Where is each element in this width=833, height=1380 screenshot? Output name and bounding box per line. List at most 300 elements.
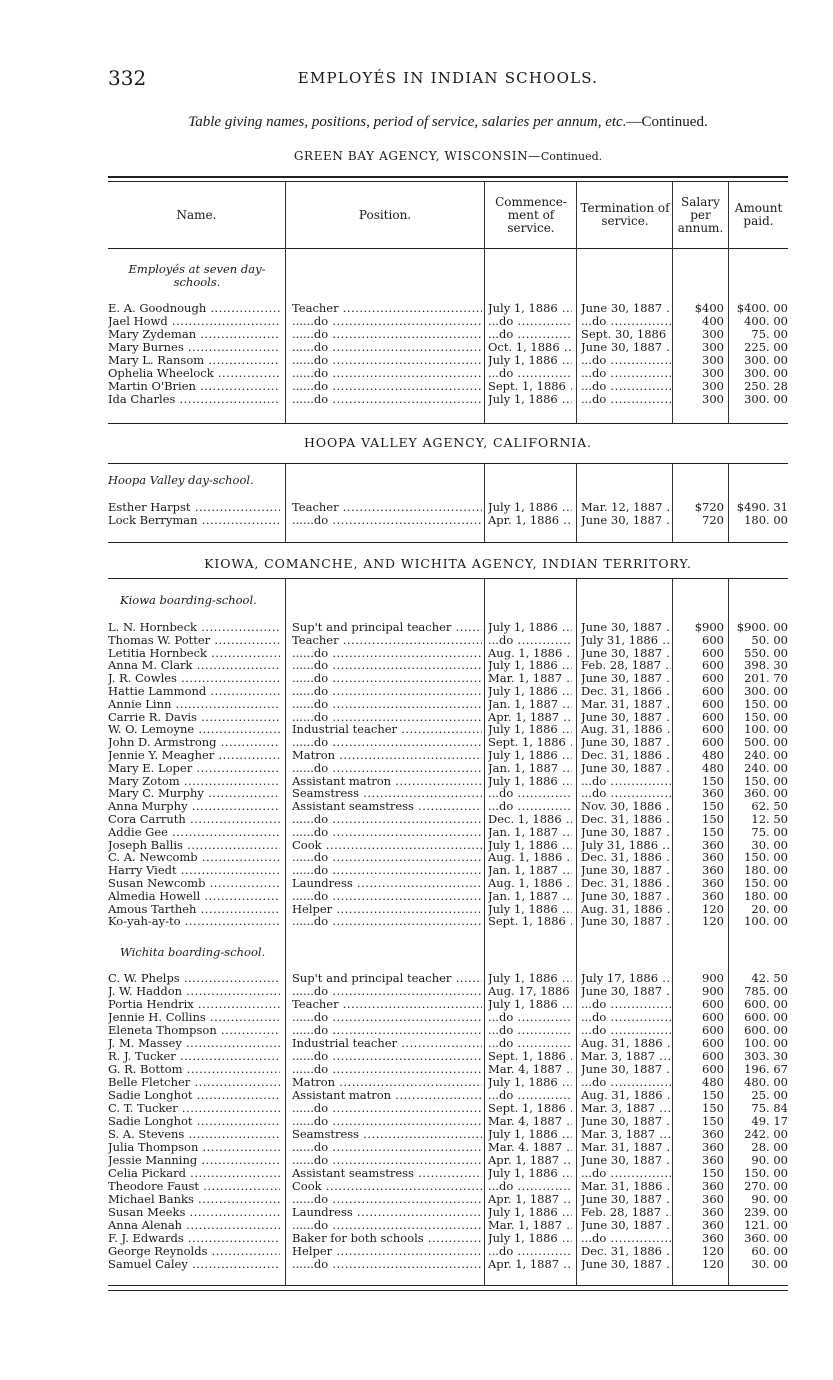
cell-termination: June 30, 1887 ..... — [581, 514, 671, 527]
caption-text: Table giving names, positions, period of service, salaries per annum, etc. — [188, 114, 627, 130]
cell-amount: 150. 00 — [744, 697, 788, 711]
cell-name: Jennie H. Collins ..... — [108, 1011, 280, 1024]
cell-position: Sup't and principal teacher ..... — [292, 621, 482, 634]
cell-amount: 300. 00 — [744, 354, 788, 367]
cell-salary: 360 — [702, 877, 724, 890]
cell-salary: 600 — [702, 1024, 724, 1037]
cell-termination: June 30, 1887 ..... — [581, 736, 671, 749]
cell-commencement: Apr. 1, 1887 ..... — [488, 711, 572, 724]
cell-amount: 196. 67 — [744, 1063, 788, 1076]
cell-salary: 600 — [702, 998, 724, 1011]
cell-name: Susan Newcomb ..... — [108, 877, 280, 890]
cell-salary: 360 — [702, 1232, 724, 1245]
cell-amount: 270. 00 — [744, 1180, 788, 1193]
cell-salary: 900 — [702, 972, 724, 985]
cell-salary: 600 — [702, 1037, 724, 1050]
table-row — [108, 985, 788, 998]
cell-commencement: Sept. 1, 1886 ..... — [488, 380, 572, 393]
cell-amount: 240. 00 — [744, 749, 788, 762]
cell-salary: 360 — [702, 1141, 724, 1154]
cell-amount: 121. 00 — [744, 1219, 788, 1232]
cell-position: ......do ..... — [292, 813, 482, 826]
cell-termination: June 30, 1887 ..... — [581, 647, 671, 660]
cell-position: ......do ..... — [292, 685, 482, 698]
header-bottom-rule — [108, 248, 788, 249]
cell-amount: 90. 00 — [751, 1193, 788, 1206]
cell-name: Annie Linn ..... — [108, 698, 280, 711]
cell-termination: ...do ..... — [581, 998, 671, 1011]
cell-termination: Mar. 3, 1887 ..... — [581, 1128, 671, 1141]
cell-amount: 300. 00 — [744, 685, 788, 698]
table-row — [108, 1128, 788, 1141]
table-row — [108, 864, 788, 877]
cell-commencement: July 1, 1886 ..... — [488, 903, 572, 916]
cell-commencement: Dec. 1, 1886 ..... — [488, 813, 572, 826]
cell-salary: 600 — [702, 723, 724, 737]
cell-amount: 90. 00 — [751, 1154, 788, 1167]
cell-amount: 100. 00 — [744, 1037, 788, 1050]
cell-termination: ...do ..... — [581, 1167, 671, 1180]
cell-name: Susan Meeks ..... — [108, 1206, 280, 1219]
cell-salary: 300 — [702, 393, 724, 406]
cell-termination: ...do ..... — [581, 367, 671, 380]
table-row — [108, 621, 788, 634]
cell-commencement: ...do ..... — [488, 328, 572, 341]
table-row — [108, 659, 788, 672]
cell-amount: 240. 00 — [744, 761, 788, 775]
cell-name: Sadie Longhot ..... — [108, 1115, 280, 1128]
cell-termination: Sept. 30, 1886 ..... — [581, 328, 671, 341]
cell-position: ......do ..... — [292, 341, 482, 354]
cell-termination: June 30, 1887 ..... — [581, 762, 671, 775]
cell-position: Assistant seamstress ..... — [292, 1167, 482, 1180]
cell-termination: June 30, 1887 ..... — [581, 864, 671, 877]
section-rule — [108, 463, 788, 464]
cell-salary: 360 — [702, 1219, 724, 1232]
cell-commencement: ...do ..... — [488, 800, 572, 813]
cell-name: Belle Fletcher ..... — [108, 1076, 280, 1089]
cell-termination: June 30, 1887 ..... — [581, 985, 671, 998]
cell-amount: 62. 50 — [751, 800, 788, 814]
cell-commencement: ...do ..... — [488, 1011, 572, 1024]
cell-amount: 75. 84 — [751, 1102, 788, 1115]
cell-commencement: July 1, 1886 ..... — [488, 749, 572, 762]
cell-commencement: July 1, 1886 ..... — [488, 1076, 572, 1089]
cell-salary: 150 — [702, 1102, 724, 1115]
cell-name: Anna M. Clark ..... — [108, 659, 280, 672]
section-rule — [108, 542, 788, 543]
cell-commencement: July 1, 1886 ..... — [488, 393, 572, 406]
cell-position: ......do ..... — [292, 1115, 482, 1128]
cell-salary: 400 — [702, 315, 724, 328]
cell-termination: July 31, 1886 ..... — [581, 839, 671, 852]
cell-amount: 150. 00 — [744, 851, 788, 865]
cell-commencement: July 1, 1886 ..... — [488, 1167, 572, 1180]
table-row — [108, 647, 788, 660]
cell-name: R. J. Tucker ..... — [108, 1050, 280, 1063]
cell-name: L. N. Hornbeck ..... — [108, 621, 280, 634]
table-row — [108, 1089, 788, 1102]
cell-position: ......do ..... — [292, 890, 482, 903]
cell-name: E. A. Goodnough ..... — [108, 302, 280, 315]
table-row — [108, 800, 788, 813]
cell-termination: July 31, 1886 ..... — [581, 634, 671, 647]
cell-termination: July 17, 1886 ..... — [581, 972, 671, 985]
cell-salary: 600 — [702, 736, 724, 750]
cell-name: Sadie Longhot ..... — [108, 1089, 280, 1102]
cell-name: George Reynolds ..... — [108, 1245, 280, 1258]
cell-position: ......do ..... — [292, 851, 482, 864]
cell-salary: 300 — [702, 367, 724, 380]
cell-amount: 250. 28 — [744, 380, 788, 393]
cell-salary: 150 — [702, 1167, 724, 1180]
cell-position: ......do ..... — [292, 380, 482, 393]
cell-name: J. W. Haddon ..... — [108, 985, 280, 998]
cell-salary: 150 — [702, 825, 724, 839]
cell-salary: 120 — [702, 902, 724, 916]
cell-name: F. J. Edwards ..... — [108, 1232, 280, 1245]
table-row — [108, 315, 788, 328]
cell-commencement: Oct. 1, 1886 ..... — [488, 341, 572, 354]
cell-position: ......do ..... — [292, 1258, 482, 1271]
cell-position: ......do ..... — [292, 1050, 482, 1063]
cell-position: ......do ..... — [292, 1219, 482, 1232]
table-row — [108, 839, 788, 852]
table-row — [108, 775, 788, 788]
cell-name: Harry Viedt ..... — [108, 864, 280, 877]
cell-position: Baker for both schools ..... — [292, 1232, 482, 1245]
cell-commencement: Sept. 1, 1886 ..... — [488, 1102, 572, 1115]
cell-amount: 150. 00 — [744, 877, 788, 890]
cell-commencement: July 1, 1886 ..... — [488, 1206, 572, 1219]
cell-salary: 360 — [702, 864, 724, 878]
table-row — [108, 1154, 788, 1167]
cell-termination: Dec. 31, 1886 ..... — [581, 877, 671, 890]
cell-termination: ...do ..... — [581, 1232, 671, 1245]
cell-termination: ...do ..... — [581, 315, 671, 328]
cell-termination: ...do ..... — [581, 1076, 671, 1089]
cell-commencement: Mar. 1, 1887 ..... — [488, 672, 572, 685]
cell-position: ......do ..... — [292, 1024, 482, 1037]
caption-continued: —Continued. — [626, 114, 708, 130]
cell-salary: 150 — [702, 774, 724, 788]
cell-termination: June 30, 1887 ..... — [581, 826, 671, 839]
cell-termination: Dec. 31, 1886 ..... — [581, 749, 671, 762]
cell-name: C. A. Newcomb ..... — [108, 851, 280, 864]
cell-termination: June 30, 1887 ..... — [581, 1115, 671, 1128]
table-row — [108, 1076, 788, 1089]
cell-name: Addie Gee ..... — [108, 826, 280, 839]
cell-amount: 49. 17 — [751, 1115, 788, 1128]
cell-commencement: July 1, 1886 ..... — [488, 354, 572, 367]
cell-amount: 303. 30 — [744, 1050, 788, 1063]
cell-name: Thomas W. Potter ..... — [108, 634, 280, 647]
cell-amount: 225. 00 — [744, 341, 788, 354]
cell-name: Jessie Manning ..... — [108, 1154, 280, 1167]
table-row — [108, 762, 788, 775]
cell-position: Cook ..... — [292, 1180, 482, 1193]
cell-salary: 360 — [702, 1180, 724, 1193]
school-heading: Wichita boarding-school. — [120, 945, 266, 959]
cell-termination: Feb. 28, 1887 ..... — [581, 1206, 671, 1219]
cell-commencement: ...do ..... — [488, 634, 572, 647]
cell-termination: ...do ..... — [581, 1011, 671, 1024]
cell-commencement: Jan. 1, 1887 ..... — [488, 762, 572, 775]
cell-termination: June 30, 1887 ..... — [581, 1063, 671, 1076]
table-row — [108, 1180, 788, 1193]
cell-commencement: ...do ..... — [488, 1024, 572, 1037]
cell-salary: 600 — [702, 633, 724, 647]
col-header-position: Position. — [358, 207, 412, 222]
cell-termination: June 30, 1887 ..... — [581, 1154, 671, 1167]
cell-position: ......do ..... — [292, 659, 482, 672]
cell-salary: 360 — [702, 1193, 724, 1206]
cell-amount: 30. 00 — [751, 1258, 788, 1271]
cell-name: C. T. Tucker ..... — [108, 1102, 280, 1115]
table-caption — [108, 114, 788, 131]
cell-position: ......do ..... — [292, 915, 482, 928]
cell-name: Carrie R. Davis ..... — [108, 711, 280, 724]
cell-amount: 360. 00 — [744, 1232, 788, 1245]
cell-name: Amous Tartheh ..... — [108, 903, 280, 916]
cell-name: Mary C. Murphy ..... — [108, 787, 280, 800]
table-row — [108, 341, 788, 354]
cell-amount: 500. 00 — [744, 736, 788, 750]
cell-amount: 150. 00 — [744, 774, 788, 788]
school-heading: Employés at seven day-schools. — [128, 262, 266, 289]
cell-name: J. R. Cowles ..... — [108, 672, 280, 685]
cell-amount: 28. 00 — [751, 1141, 788, 1154]
cell-salary: 360 — [702, 851, 724, 865]
table-row — [108, 1245, 788, 1258]
cell-position: ......do ..... — [292, 354, 482, 367]
table-row — [108, 1037, 788, 1050]
cell-name: Celia Pickard ..... — [108, 1167, 280, 1180]
cell-position: ......do ..... — [292, 864, 482, 877]
cell-amount: 100. 00 — [744, 723, 788, 737]
cell-position: ......do ..... — [292, 762, 482, 775]
school-heading: Hoopa Valley day-school. — [108, 473, 254, 487]
table-row — [108, 826, 788, 839]
cell-termination: ...do ..... — [581, 775, 671, 788]
cell-termination: Mar. 3, 1887 ..... — [581, 1102, 671, 1115]
running-head: EMPLOYÉS IN INDIAN SCHOOLS. — [297, 69, 599, 87]
table-row — [108, 1193, 788, 1206]
cell-commencement: Apr. 1, 1887 ..... — [488, 1154, 572, 1167]
cell-position: ......do ..... — [292, 514, 482, 527]
cell-position: Teacher ..... — [292, 634, 482, 647]
cell-commencement: ...do ..... — [488, 1245, 572, 1258]
table-row — [108, 1167, 788, 1180]
cell-commencement: Aug. 1, 1886 ..... — [488, 877, 572, 890]
cell-salary: 600 — [702, 710, 724, 724]
cell-salary: 300 — [702, 341, 724, 354]
cell-name: John D. Armstrong ..... — [108, 736, 280, 749]
employees-table — [108, 176, 788, 1291]
cell-name: Letitia Hornbeck ..... — [108, 647, 280, 660]
cell-position: ......do ..... — [292, 826, 482, 839]
cell-commencement: July 1, 1886 ..... — [488, 501, 572, 514]
cell-commencement: Sept. 1, 1886 ..... — [488, 915, 572, 928]
cell-commencement: Mar. 1, 1887 ..... — [488, 1219, 572, 1232]
cell-commencement: ...do ..... — [488, 1180, 572, 1193]
cell-salary: 720 — [702, 514, 724, 527]
agency-subtitle — [108, 149, 788, 163]
table-row — [108, 890, 788, 903]
cell-termination: Aug. 31, 1886 ..... — [581, 1037, 671, 1050]
cell-termination: June 30, 1887 ..... — [581, 915, 671, 928]
table-row — [108, 915, 788, 928]
cell-amount: 150. 00 — [744, 710, 788, 724]
cell-amount: 60. 00 — [751, 1245, 788, 1258]
cell-amount: 150. 00 — [744, 1167, 788, 1180]
table-row — [108, 813, 788, 826]
cell-amount: 360. 00 — [744, 787, 788, 801]
cell-commencement: Jan. 1, 1887 ..... — [488, 890, 572, 903]
cell-amount: 480. 00 — [744, 1076, 788, 1089]
cell-termination: Aug. 31, 1886 ..... — [581, 1089, 671, 1102]
cell-commencement: Mar. 4, 1887 ..... — [488, 1063, 572, 1076]
cell-name: Samuel Caley ..... — [108, 1258, 280, 1271]
table-row — [108, 1206, 788, 1219]
table-row — [108, 1011, 788, 1024]
cell-termination: ...do ..... — [581, 354, 671, 367]
cell-termination: June 30, 1887 ..... — [581, 711, 671, 724]
cell-position: Teacher ..... — [292, 302, 482, 315]
table-row — [108, 1102, 788, 1115]
cell-termination: Mar. 31, 1887 ..... — [581, 698, 671, 711]
cell-salary: 150 — [702, 800, 724, 814]
cell-amount: $490. 31 — [736, 501, 788, 514]
page-header — [108, 66, 788, 96]
cell-commencement: ...do ..... — [488, 367, 572, 380]
cell-termination: Mar. 12, 1887 ..... — [581, 501, 671, 514]
cell-salary: 300 — [702, 328, 724, 341]
cell-name: Hattie Lammond ..... — [108, 685, 280, 698]
cell-amount: 201. 70 — [744, 672, 788, 686]
cell-termination: Mar. 3, 1887 ..... — [581, 1050, 671, 1063]
cell-position: Seamstress ..... — [292, 1128, 482, 1141]
table-row — [108, 723, 788, 736]
table-top-rule — [108, 176, 788, 178]
cell-salary: 150 — [702, 1115, 724, 1128]
cell-commencement: Sept. 1, 1886 ..... — [488, 736, 572, 749]
cell-amount: 180. 00 — [744, 514, 788, 527]
cell-position: Matron ..... — [292, 1076, 482, 1089]
cell-salary: 360 — [702, 1128, 724, 1141]
cell-name: Joseph Ballis ..... — [108, 839, 280, 852]
page-number: 332 — [108, 66, 147, 90]
cell-salary: 300 — [702, 380, 724, 393]
cell-salary: 360 — [702, 787, 724, 801]
cell-position: ......do ..... — [292, 1063, 482, 1076]
cell-name: Jael Howd ..... — [108, 315, 280, 328]
cell-salary: 150 — [702, 813, 724, 826]
table-row — [108, 1219, 788, 1232]
cell-commencement: Jan. 1, 1887 ..... — [488, 864, 572, 877]
table-row — [108, 698, 788, 711]
cell-commencement: Jan. 1, 1887 ..... — [488, 826, 572, 839]
cell-name: Mary L. Ransom ..... — [108, 354, 280, 367]
table-row — [108, 711, 788, 724]
cell-termination: June 30, 1887 ..... — [581, 1258, 671, 1271]
cell-position: Seamstress ..... — [292, 787, 482, 800]
cell-position: Laundress ..... — [292, 877, 482, 890]
cell-amount: $400. 00 — [736, 302, 788, 315]
table-row — [108, 877, 788, 890]
cell-amount: 550. 00 — [744, 646, 788, 660]
table-row — [108, 1258, 788, 1271]
cell-commencement: July 1, 1886 ..... — [488, 839, 572, 852]
cell-commencement: July 1, 1886 ..... — [488, 1232, 572, 1245]
table-row — [108, 736, 788, 749]
table-bottom-rule-2 — [108, 1290, 788, 1291]
cell-name: Esther Harpst ..... — [108, 501, 280, 514]
cell-amount: 785. 00 — [744, 985, 788, 998]
cell-position: ......do ..... — [292, 1193, 482, 1206]
cell-name: Ida Charles ..... — [108, 393, 280, 406]
cell-commencement: July 1, 1886 ..... — [488, 1128, 572, 1141]
cell-salary: 300 — [702, 354, 724, 367]
cell-termination: ...do ..... — [581, 380, 671, 393]
table-row — [108, 787, 788, 800]
cell-commencement: Mar. 4, 1887 ..... — [488, 1115, 572, 1128]
cell-commencement: July 1, 1886 ..... — [488, 972, 572, 985]
cell-salary: $400 — [694, 302, 724, 315]
cell-position: ......do ..... — [292, 1141, 482, 1154]
agency-heading: HOOPA VALLEY AGENCY, CALIFORNIA. — [304, 435, 592, 450]
table-row — [108, 380, 788, 393]
cell-position: Industrial teacher ..... — [292, 1037, 482, 1050]
cell-name: Lock Berryman ..... — [108, 514, 280, 527]
cell-position: Helper ..... — [292, 903, 482, 916]
cell-name: J. M. Massey ..... — [108, 1037, 280, 1050]
cell-commencement: Aug. 17, 1886 ..... — [488, 985, 572, 998]
cell-position: Helper ..... — [292, 1245, 482, 1258]
cell-salary: 120 — [702, 1245, 724, 1258]
cell-name: G. R. Bottom ..... — [108, 1063, 280, 1076]
cell-amount: 42. 50 — [751, 972, 788, 985]
cell-amount: 180. 00 — [744, 889, 788, 903]
cell-position: Matron ..... — [292, 749, 482, 762]
cell-amount: 30. 00 — [751, 838, 788, 852]
section-rule — [108, 423, 788, 424]
table-row — [108, 851, 788, 864]
table-row — [108, 903, 788, 916]
cell-name: Eleneta Thompson ..... — [108, 1024, 280, 1037]
cell-commencement: ...do ..... — [488, 1089, 572, 1102]
cell-termination: Dec. 31, 1886 ..... — [581, 851, 671, 864]
cell-termination: Dec. 31, 1866 ..... — [581, 685, 671, 698]
cell-amount: 600. 00 — [744, 1024, 788, 1037]
table-bottom-rule — [108, 1285, 788, 1286]
cell-commencement: ...do ..... — [488, 787, 572, 800]
cell-position: ......do ..... — [292, 736, 482, 749]
table-row — [108, 1063, 788, 1076]
cell-amount: 242. 00 — [744, 1128, 788, 1141]
cell-amount: 600. 00 — [744, 1011, 788, 1024]
cell-salary: 600 — [702, 697, 724, 711]
cell-position: Assistant matron ..... — [292, 1089, 482, 1102]
cell-commencement: Mar. 4. 1887 ..... — [488, 1141, 572, 1154]
cell-position: Industrial teacher ..... — [292, 723, 482, 736]
cell-position: ......do ..... — [292, 315, 482, 328]
table-row — [108, 1232, 788, 1245]
table-row — [108, 514, 788, 527]
cell-salary: 360 — [702, 889, 724, 903]
cell-termination: Aug. 31, 1886 ..... — [581, 723, 671, 736]
cell-commencement: Aug. 1, 1886 ..... — [488, 851, 572, 864]
